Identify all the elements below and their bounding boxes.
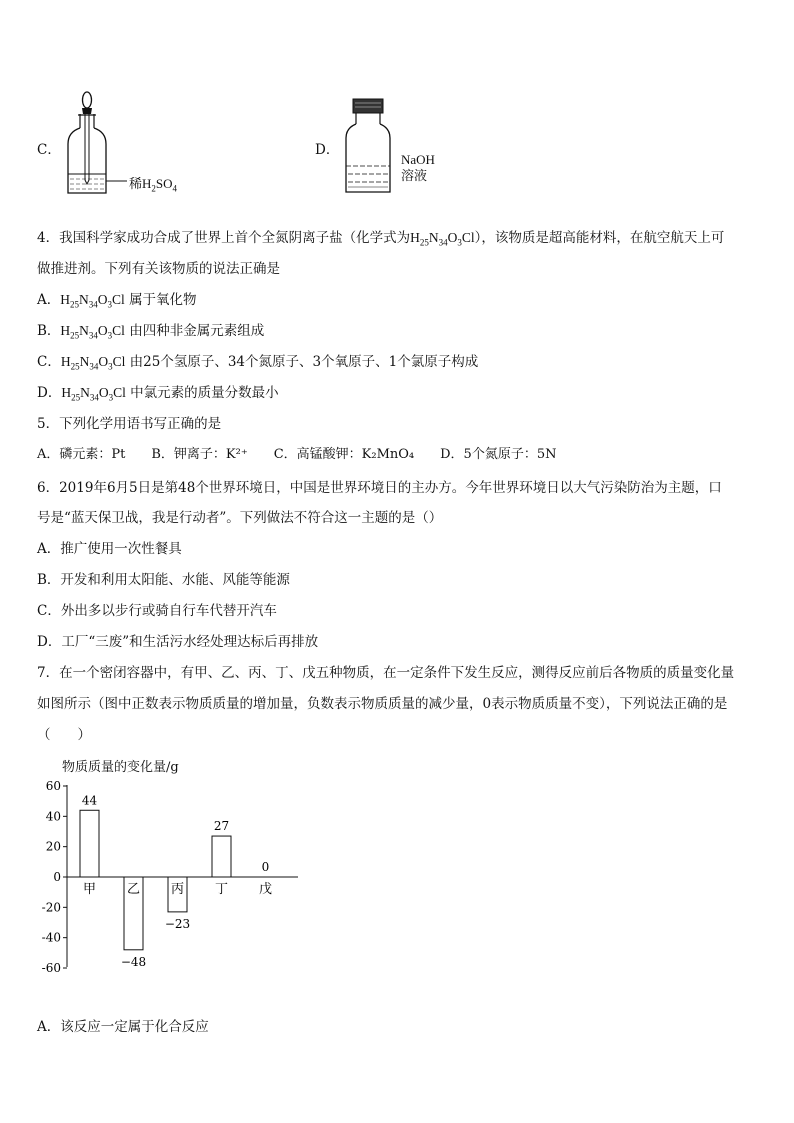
q6-option-c: C．外出多以步行或骑自行车代替开汽车	[37, 603, 277, 619]
q4-option-c: C．$H_{25}N_{34}O_3Cl$ 由25个氢原子、34个氮原子、3个氧原子、1个氯原子构成	[37, 354, 479, 372]
q7-stem-line2: 如图所示（图中正数表示物质质量的增加量，负数表示物质质量的减少量，0表示物质质量不变），下列说法正确的是	[37, 696, 728, 712]
q3-option-c-letter: C．	[37, 142, 61, 158]
data-label-1: −48	[120, 954, 147, 969]
naoh-label-line2: 溶液	[401, 169, 428, 184]
q4-stem-line2: 做推进剂。下列有关该物质的说法正确是	[37, 261, 280, 277]
mass-change-bar-chart	[30, 755, 310, 980]
y-tick-label: 0	[53, 870, 61, 884]
y-tick-label: 60	[45, 779, 61, 793]
q3-option-d-letter: D．	[315, 142, 340, 158]
q4-option-a: A．$H_{25}N_{34}O_3Cl$ 属于氧化物	[37, 292, 197, 310]
bar-3	[212, 836, 231, 877]
y-tick-label: 40	[45, 809, 61, 824]
category-label-3: 丁	[214, 882, 229, 897]
q6-option-a: A．推广使用一次性餐具	[37, 541, 182, 557]
q6-option-d: D．工厂“三废”和生活污水经处理达标后再排放	[37, 634, 319, 650]
data-label-3: 27	[213, 819, 230, 834]
q5-stem: 5．下列化学用语书写正确的是	[37, 416, 222, 432]
y-tick-label: 20	[45, 839, 61, 854]
category-label-1: 乙	[126, 882, 141, 897]
q7-stem-line1: 7．在一个密闭容器中，有甲、乙、丙、丁、戊五种物质，在一定条件下发生反应，测得反应前后各物质的质量变化量	[37, 665, 735, 681]
category-label-4: 戊	[258, 882, 273, 897]
bar-0	[80, 810, 99, 877]
chart-title: 物质质量的变化量/g	[62, 760, 179, 775]
category-label-2: 丙	[170, 882, 185, 897]
category-label-0: 甲	[82, 882, 97, 897]
q6-option-b: B．开发和利用太阳能、水能、风能等能源	[37, 572, 290, 588]
y-tick-label: -20	[41, 900, 61, 915]
q5-options-line: A．磷元素：Pt B．钾离子：K²⁺ C．高锰酸钾：K₂MnO₄ D．5个氮原子：5N	[37, 447, 557, 462]
q4-option-d: D．$H_{25}N_{34}O_3Cl$ 中氯元素的质量分数最小	[37, 385, 279, 403]
naoh-label-line1: NaOH	[401, 152, 435, 167]
reagent-bottle-diagram	[340, 96, 404, 196]
data-label-4: 0	[261, 860, 270, 874]
q6-stem-line2: 号是“蓝天保卫战，我是行动者”。下列做法不符合这一主题的是（）	[37, 510, 443, 526]
q7-stem-line3: （ ）	[37, 727, 91, 743]
y-tick-label: -60	[41, 961, 61, 975]
data-label-2: −23	[164, 916, 191, 931]
data-label-0: 44	[81, 793, 98, 808]
q6-stem-line1: 6．2019年6月5日是第48个世界环境日，中国是世界环境日的主办方。今年世界环境日以大气污染防治为主题，口	[37, 480, 722, 496]
y-tick-label: -40	[41, 930, 61, 945]
q7-option-a: A．该反应一定属于化合反应	[37, 1019, 209, 1035]
dilute-h2so4-label: 稀$H_2SO_4$	[129, 176, 178, 194]
q4-stem-line1: 4．我国科学家成功合成了世界上首个全氮阴离子盐（化学式为$H_{25}N_{34}O_3Cl$），该物质是超高能材料，在航空航天上可	[37, 230, 725, 248]
q4-option-b: B．$H_{25}N_{34}O_3Cl$ 由四种非金属元素组成	[37, 323, 265, 341]
